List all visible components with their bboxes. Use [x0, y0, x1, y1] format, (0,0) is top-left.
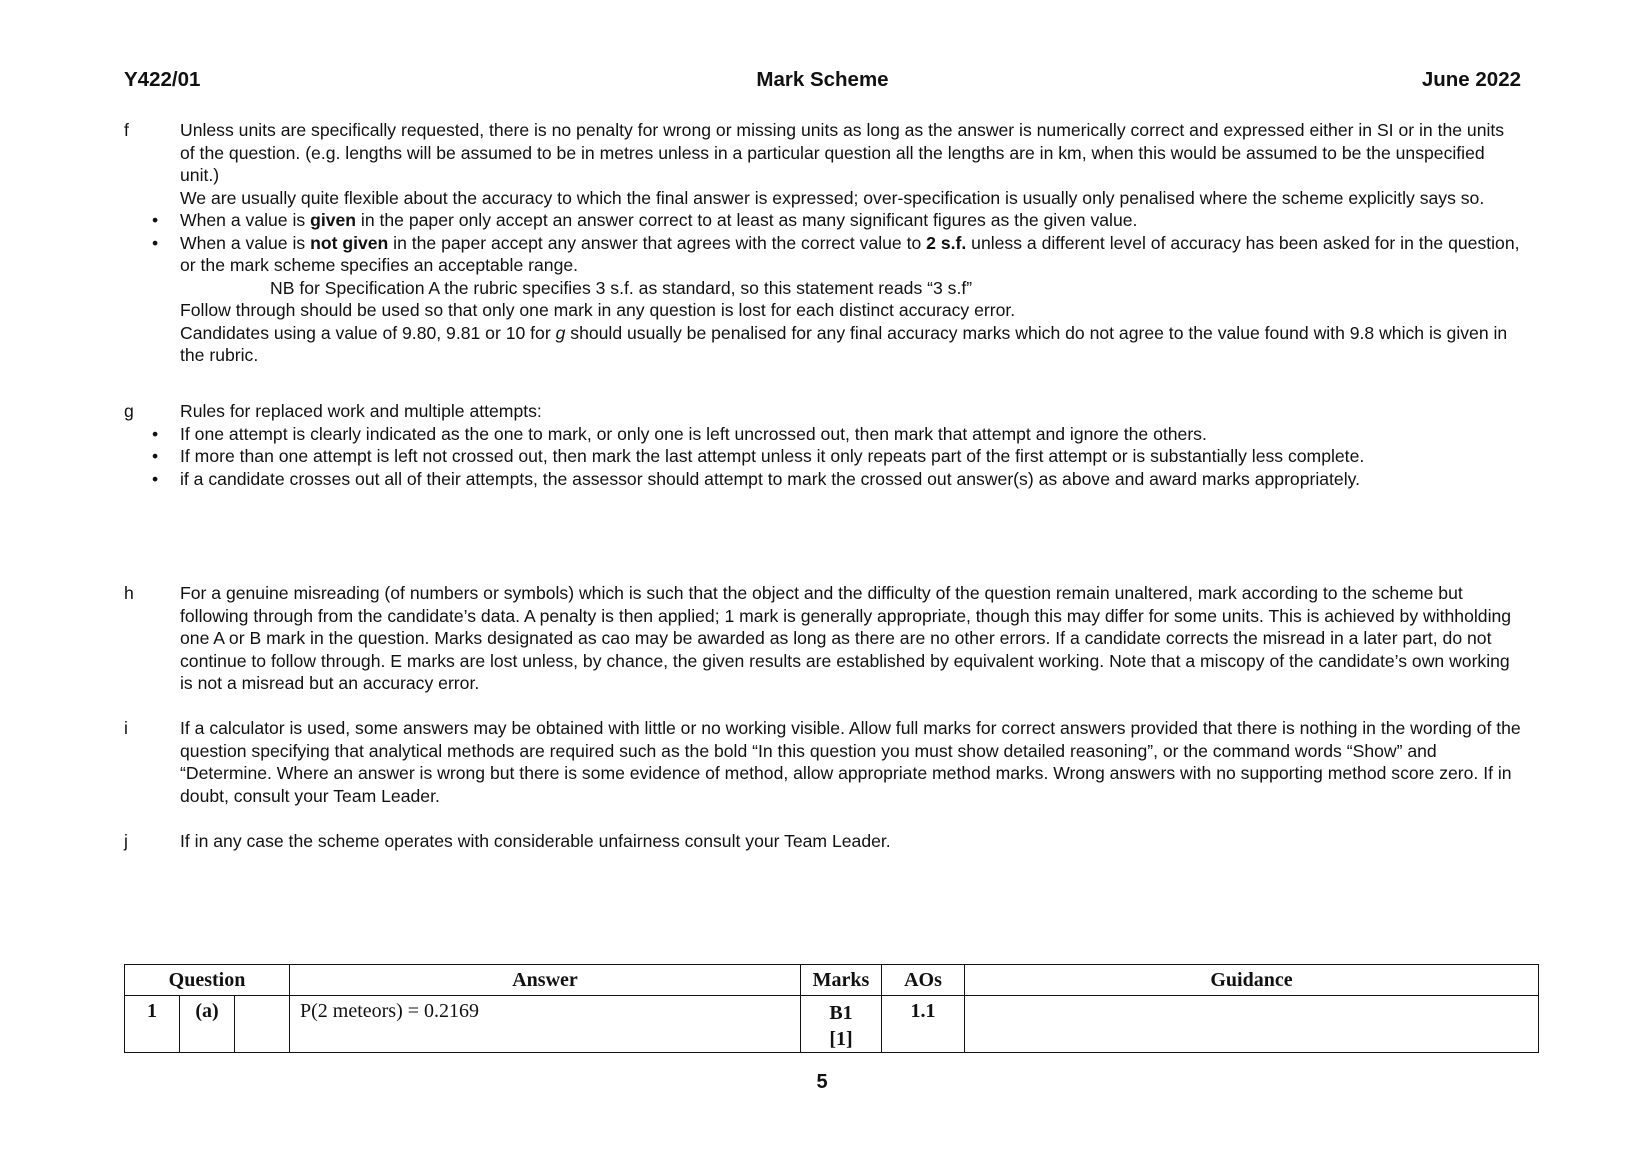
calculator-paragraph: If a calculator is used, some answers may be obtained with little or no working visible. Allow full marks for correct answers provided that there is nothing in the wording of the question specifying that analytical methods are required such as the bold “In this question you must show detailed reasoning”, or the command words “Show” and “Determine. Where an answer is wrong but there is some evidence of method, allow appropriate method marks. Wrong answers with no supporting method score zero. If in doubt, consult your Team Leader.	[180, 718, 1521, 806]
bullet-icon: •	[152, 446, 159, 466]
page-number: 5	[816, 1071, 828, 1093]
section-letter: j	[124, 831, 128, 851]
mark-scheme-table	[124, 964, 1539, 1053]
list-item: • If more than one attempt is left not crossed out, then mark the last attempt unless it only repeats part of the first attempt or is substantially less complete.	[152, 446, 1365, 466]
bullet-icon: •	[152, 423, 159, 444]
section-i	[124, 717, 1521, 807]
section-f	[124, 119, 1521, 367]
misreading-paragraph: For a genuine misreading (of numbers or symbols) which is such that the object and the difficulty of the question remain unaltered, mark according to the scheme but following through from the candidate’s data. A penalty is then applied; 1 mark is generally appropriate, though this may differ for some units. This is achieved by withholding one A or B mark in the question. Marks designated as cao may be awarded as long as there are no other errors. If a candidate corrects the misread in a later part, do not continue to follow through. E marks are lost unless, by chance, the given results are established by equivalent working. Note that a miscopy of the candidate’s own working is not a misread but an accuracy error.	[180, 583, 1512, 693]
list-item: • if a candidate crosses out all of their attempts, the assessor should attempt to mark the crossed out answer(s) as above and award marks appropriately.	[152, 468, 1361, 489]
question-number: 1	[125, 996, 180, 1053]
document-title: Mark Scheme	[756, 68, 889, 91]
accuracy-paragraph: We are usually quite flexible about the accuracy to which the final answer is expressed; over-specification is usually only penalised where the scheme explicitly says so.	[180, 187, 1485, 208]
paper-code: Y422/01	[124, 68, 201, 91]
guidance-header: Guidance	[965, 965, 1539, 996]
table-row	[125, 996, 1539, 1053]
guidance-cell	[965, 996, 1539, 1053]
bullet-icon: •	[152, 210, 159, 230]
mark-total: [1]	[829, 1028, 853, 1050]
section-letter: f	[124, 120, 129, 140]
question-header: Question	[125, 965, 290, 996]
bullet-icon: •	[152, 468, 159, 489]
answer-cell: P(2 meteors) = 0.2169	[290, 996, 801, 1053]
nb-note: NB for Specification A the rubric specifies 3 s.f. as standard, so this statement reads “3 s.f”	[270, 277, 973, 298]
follow-through-paragraph: Follow through should be used so that only one mark in any question is lost for each distinct accuracy error.	[180, 300, 1016, 320]
exam-date: June 2022	[1421, 68, 1521, 91]
g-value-paragraph: Candidates using a value of 9.80, 9.81 or 10 for g should usually be penalised for any final accuracy marks which do not agree to the value found with 9.8 which is given in the rubric.	[180, 322, 1508, 365]
list-item: • When a value is given in the paper only accept an answer correct to at least as many significant figures as the given value.	[152, 210, 1138, 230]
marks-cell	[801, 996, 882, 1053]
section-g	[124, 400, 1521, 490]
answer-header: Answer	[290, 965, 801, 996]
question-part: (a)	[180, 996, 235, 1053]
mark-code: B1	[829, 1002, 853, 1024]
attempts-intro: Rules for replaced work and multiple attempts:	[180, 401, 542, 421]
marks-header: Marks	[801, 965, 882, 996]
attempts-bullets	[152, 423, 1521, 491]
section-j	[124, 830, 1521, 853]
section-letter: g	[124, 401, 134, 421]
question-subpart	[235, 996, 290, 1053]
units-paragraph: Unless units are specifically requested, there is no penalty for wrong or missing units as long as the answer is numerically correct and expressed either in SI or in the units of the question. (e.g. lengths will be assumed to be in metres unless in a particular question all the lengths are in km, when this would be assumed to be the unspecified unit.)	[180, 120, 1505, 185]
table-header-row	[125, 965, 1539, 996]
accuracy-bullets	[152, 209, 1521, 277]
section-letter: h	[124, 583, 134, 603]
section-letter: i	[124, 718, 128, 738]
unfairness-paragraph: If in any case the scheme operates with considerable unfairness consult your Team Leader.	[180, 831, 891, 851]
bullet-icon: •	[152, 232, 159, 253]
aos-header: AOs	[882, 965, 965, 996]
list-item: • If one attempt is clearly indicated as the one to mark, or only one is left uncrossed out, then mark that attempt and ignore the others.	[152, 423, 1207, 444]
page-header	[124, 68, 1521, 98]
section-h	[124, 582, 1521, 695]
list-item: • When a value is not given in the paper accept any answer that agrees with the correct value to 2 s.f. unless a different level of accuracy has been asked for in the question, or the mark scheme specifies an acceptable range.	[152, 232, 1520, 275]
aos-cell: 1.1	[882, 996, 965, 1053]
